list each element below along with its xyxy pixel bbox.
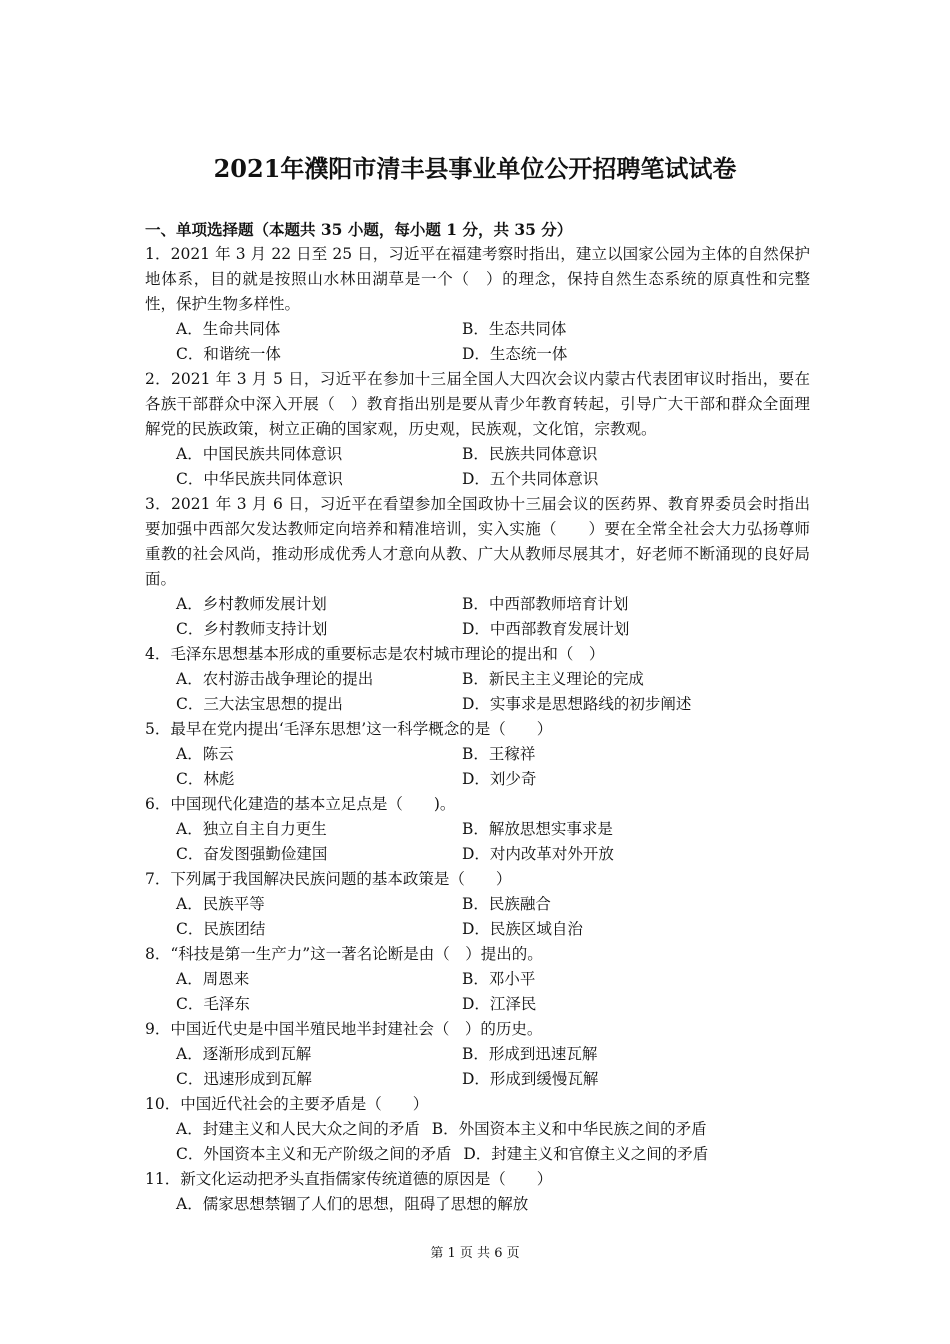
option-c: C．乡村教师支持计划 bbox=[176, 620, 328, 638]
question-2 bbox=[145, 367, 810, 492]
question-stem: 7．下列属于我国解决民族问题的基本政策是（ ） bbox=[145, 870, 512, 888]
option-d: D．中西部教育发展计划 bbox=[462, 620, 630, 638]
option-a: A．逐渐形成到瓦解 bbox=[176, 1045, 312, 1063]
option-d: D．封建主义和官僚主义之间的矛盾 bbox=[463, 1145, 709, 1163]
option-a: A．周恩来 bbox=[176, 970, 250, 988]
question-11 bbox=[145, 1167, 810, 1217]
option-d: D．形成到缓慢瓦解 bbox=[462, 1070, 599, 1088]
option-c: C．外国资本主义和无产阶级之间的矛盾 bbox=[176, 1145, 452, 1163]
option-d: D．刘少奇 bbox=[462, 770, 537, 788]
question-stem: 6．中国现代化建造的基本立足点是（ )。 bbox=[145, 795, 456, 813]
question-10 bbox=[145, 1092, 810, 1167]
section-heading: 一、单项选择题（本题共 35 小题，每小题 1 分，共 35 分） bbox=[145, 220, 573, 239]
question-stem: 8．“科技是第一生产力”这一著名论断是由（ ）提出的。 bbox=[145, 945, 543, 963]
option-c: C．中华民族共同体意识 bbox=[176, 470, 343, 488]
question-5 bbox=[145, 717, 810, 792]
question-stem: 10．中国近代社会的主要矛盾是（ ） bbox=[145, 1095, 429, 1113]
option-c: C．奋发图强勤俭建国 bbox=[176, 845, 328, 863]
option-a: A．儒家思想禁锢了人们的思想，阻碍了思想的解放 bbox=[176, 1195, 529, 1213]
option-a: A．中国民族共同体意识 bbox=[176, 445, 343, 463]
option-b: B．王稼祥 bbox=[462, 745, 536, 763]
question-3 bbox=[145, 492, 810, 642]
option-d: D．民族区域自治 bbox=[462, 920, 583, 938]
option-a: A．乡村教师发展计划 bbox=[176, 595, 327, 613]
question-9 bbox=[145, 1017, 810, 1092]
question-stem: 1．2021 年 3 月 22 日至 25 日，习近平在福建考察时指出，建立以国家公园为主体的自然保护地体系，目的就是按照山水林田湖草是一个（ ）的理念，保持自然生态系统的原真性和完整性，保护生物多样性。 bbox=[145, 245, 810, 313]
option-b: B．新民主主义理论的完成 bbox=[462, 670, 644, 688]
question-stem: 11．新文化运动把矛头直指儒家传统道德的原因是（ ） bbox=[145, 1170, 553, 1188]
option-a: A．农村游击战争理论的提出 bbox=[176, 670, 374, 688]
option-c: C．和谐统一体 bbox=[176, 345, 281, 363]
option-b: B．中西部教师培育计划 bbox=[462, 595, 629, 613]
option-c: C．三大法宝思想的提出 bbox=[176, 695, 343, 713]
option-d: D．对内改革对外开放 bbox=[462, 845, 614, 863]
document-title: 2021年濮阳市清丰县事业单位公开招聘笔试试卷 bbox=[213, 154, 737, 183]
option-b: B．形成到迅速瓦解 bbox=[462, 1045, 598, 1063]
question-list bbox=[145, 217, 810, 1217]
option-d: D．五个共同体意识 bbox=[462, 470, 599, 488]
option-b: B．民族共同体意识 bbox=[462, 445, 598, 463]
option-d: D．生态统一体 bbox=[462, 345, 568, 363]
question-stem: 2．2021 年 3 月 5 日，习近平在参加十三届全国人大四次会议内蒙古代表团审议时指出，要在各族干部群众中深入开展（ ）教育指出别是要从青少年教育转起，引导广大干部和群众全面理解党的民族政策，树立正确的国家观，历史观，民族观，文化馆，宗教观。 bbox=[145, 370, 810, 438]
question-1 bbox=[145, 242, 810, 367]
option-c: C．林彪 bbox=[176, 770, 235, 788]
question-stem: 9．中国近代史是中国半殖民地半封建社会（ ）的历史。 bbox=[145, 1020, 543, 1038]
question-8 bbox=[145, 942, 810, 1017]
question-stem: 4．毛泽东思想基本形成的重要标志是农村城市理论的提出和（ ） bbox=[145, 645, 605, 663]
option-b: B．解放思想实事求是 bbox=[462, 820, 613, 838]
question-7 bbox=[145, 867, 810, 942]
option-b: B．外国资本主义和中华民族之间的矛盾 bbox=[431, 1120, 707, 1138]
option-a: A．陈云 bbox=[176, 745, 234, 763]
option-b: B．邓小平 bbox=[462, 970, 536, 988]
question-stem: 5．最早在党内提出‘毛泽东思想’这一科学概念的是（ ） bbox=[145, 720, 553, 738]
option-a: A．封建主义和人民大众之间的矛盾 bbox=[176, 1120, 420, 1138]
question-4 bbox=[145, 642, 810, 717]
question-stem: 3．2021 年 3 月 6 日，习近平在看望参加全国政协十三届会议的医药界、教育界委员会时指出要加强中西部欠发达教师定向培养和精准培训，实入实施（ ）要在全常全社会大力弘扬尊师重教的社会风尚，推动形成优秀人才意向从教、广大从教师尽展其才，好老师不断涌现的良好局面。 bbox=[145, 495, 810, 588]
option-b: B．生态共同体 bbox=[462, 320, 567, 338]
option-d: D．江泽民 bbox=[462, 995, 537, 1013]
option-a: A．独立自主自力更生 bbox=[176, 820, 327, 838]
option-a: A．生命共同体 bbox=[176, 320, 281, 338]
option-c: C．迅速形成到瓦解 bbox=[176, 1070, 312, 1088]
option-c: C．毛泽东 bbox=[176, 995, 250, 1013]
page-footer: 第 1 页 共 6 页 bbox=[430, 1246, 520, 1261]
option-a: A．民族平等 bbox=[176, 895, 265, 913]
option-b: B．民族融合 bbox=[462, 895, 551, 913]
option-d: D．实事求是思想路线的初步阐述 bbox=[462, 695, 692, 713]
question-6 bbox=[145, 792, 810, 867]
option-c: C．民族团结 bbox=[176, 920, 266, 938]
